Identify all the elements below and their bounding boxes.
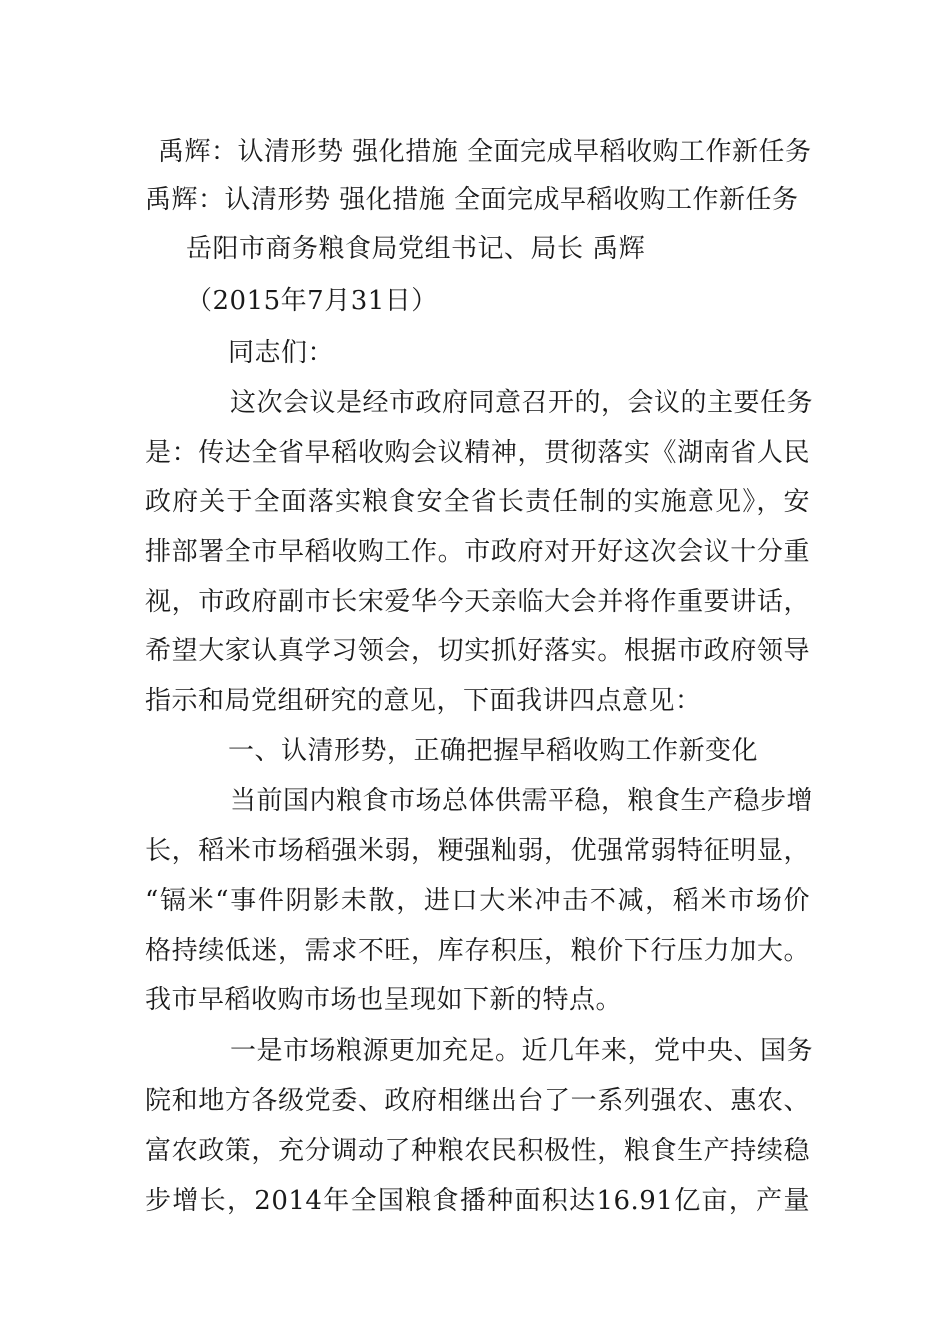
paragraph-line: 院和地方各级党委、政府相继出台了一系列强农、惠农、 xyxy=(145,1086,810,1116)
paragraph-line: 这次会议是经市政府同意召开的，会议的主要任务 xyxy=(230,388,814,418)
paragraph-line: 富农政策，充分调动了种粮农民积极性，粮食生产持续稳 xyxy=(145,1136,810,1166)
date-line: （2015年7月31日） xyxy=(186,286,438,316)
paragraph-line: 是：传达全省早稻收购会议精神，贯彻落实《湖南省人民 xyxy=(145,438,810,468)
paragraph-line: 格持续低迷，需求不旺，库存积压，粮价下行压力加大。 xyxy=(145,936,810,966)
paragraph-line: 当前国内粮食市场总体供需平稳，粮食生产稳步增 xyxy=(230,786,814,816)
paragraph-line: 政府关于全面落实粮食安全省长责任制的实施意见》，安 xyxy=(145,487,810,517)
document-subtitle: 禹辉：认清形势 强化措施 全面完成早稻收购工作新任务 xyxy=(145,185,799,215)
salutation: 同志们： xyxy=(228,338,335,368)
paragraph-line: 排部署全市早稻收购工作。市政府对开好这次会议十分重 xyxy=(145,537,810,567)
paragraph-line: 步增长，2014年全国粮食播种面积达16.91亿亩，产量 xyxy=(145,1186,810,1216)
paragraph-line: 指示和局党组研究的意见，下面我讲四点意见： xyxy=(145,686,702,716)
author-line: 岳阳市商务粮食局党组书记、局长 禹辉 xyxy=(186,234,646,264)
paragraph-line: 我市早稻收购市场也呈现如下新的特点。 xyxy=(145,985,623,1015)
document-title: 禹辉：认清形势 强化措施 全面完成早稻收购工作新任务 xyxy=(158,137,812,167)
paragraph-line: 希望大家认真学习领会，切实抓好落实。根据市政府领导 xyxy=(145,636,810,666)
paragraph-line: 视，市政府副市长宋爱华今天亲临大会并将作重要讲话， xyxy=(145,587,810,617)
paragraph-line: 一是市场粮源更加充足。近几年来，党中央、国务 xyxy=(230,1036,814,1066)
paragraph-line: “镉米“事件阴影未散，进口大米冲击不减，稻米市场价 xyxy=(145,886,810,916)
section-heading: 一、认清形势，正确把握早稻收购工作新变化 xyxy=(228,736,759,766)
paragraph-line: 长，稻米市场稻强米弱，粳强籼弱，优强常弱特征明显， xyxy=(145,836,810,866)
